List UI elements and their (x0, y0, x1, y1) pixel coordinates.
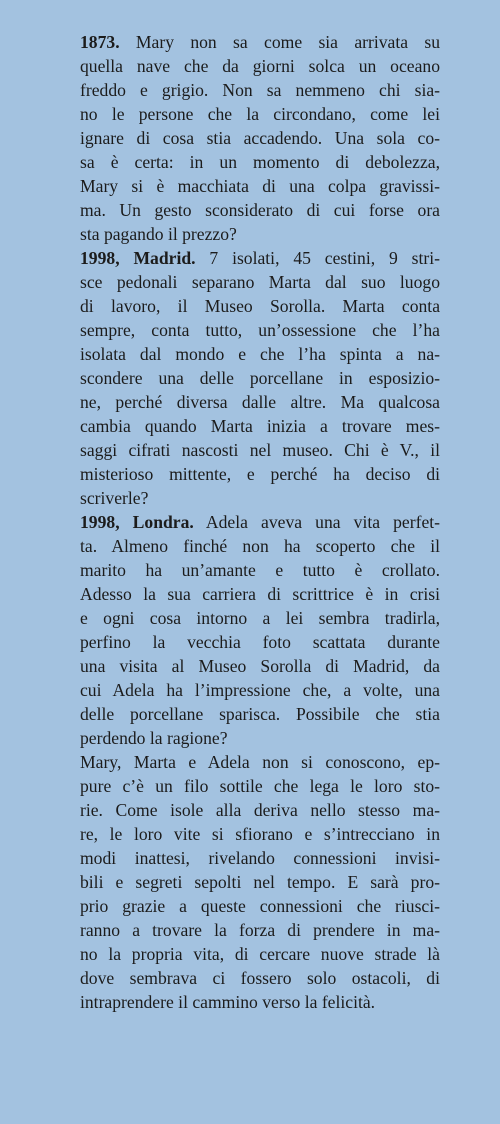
text-line: scondere una delle porcellane in esposizio- (80, 368, 440, 388)
text-line: sta pagando il prezzo? (80, 224, 237, 244)
text-line: saggi cifrati nascosti nel museo. Chi è V., il (80, 440, 440, 460)
text-line: ranno a trovare la forza di prendere in ma- (80, 920, 440, 940)
text-line: misterioso mittente, e perché ha deciso di (80, 464, 440, 484)
paragraph-lead: 1998, Londra. (80, 512, 194, 532)
paragraph-conclusion (80, 750, 440, 1014)
text-line: marito ha un’amante e tutto è crollato. (80, 560, 440, 580)
paragraph-1998-londra (80, 510, 440, 750)
text-line: freddo e grigio. Non sa nemmeno chi sia- (80, 80, 440, 100)
text-line: no la propria vita, di cercare nuove strade là (80, 944, 440, 964)
text-line: 1873. Mary non sa come sia arrivata su (80, 32, 440, 52)
text-line: Mary si è macchiata di una colpa gravissi- (80, 176, 440, 196)
text-line: delle porcellane sparisca. Possibile che stia (80, 704, 440, 724)
text-line: perfino la vecchia foto scattata durante (80, 632, 440, 652)
paragraph-lead: 1998, Madrid. (80, 248, 196, 268)
text-line: 1998, Madrid. 7 isolati, 45 cestini, 9 stri- (80, 248, 440, 268)
text-line: prio grazie a queste connessioni che riusci- (80, 896, 440, 916)
text-line: di lavoro, il Museo Sorolla. Marta conta (80, 296, 440, 316)
text-line: modi inattesi, rivelando connessioni invisi- (80, 848, 440, 868)
text-line: sempre, conta tutto, un’ossessione che l’ha (80, 320, 440, 340)
text-line: sce pedonali separano Marta dal suo luogo (80, 272, 440, 292)
paragraph-lead: 1873. (80, 32, 120, 52)
text-line: pure c’è un filo sottile che lega le loro sto- (80, 776, 440, 796)
text-line: e ogni cosa intorno a lei sembra tradirla, (80, 608, 440, 628)
text-line: ignare di cosa stia accadendo. Una sola co- (80, 128, 440, 148)
text-line: perdendo la ragione? (80, 728, 228, 748)
text-line: quella nave che da giorni solca un oceano (80, 56, 440, 76)
text-line: una visita al Museo Sorolla di Madrid, da (80, 656, 440, 676)
text-line: Adesso la sua carriera di scrittrice è in crisi (80, 584, 440, 604)
text-line: isolata dal mondo e che l’ha spinta a na- (80, 344, 440, 364)
text-line: re, le loro vite si sfiorano e s’intrecciano in (80, 824, 440, 844)
paragraph-1998-madrid (80, 246, 440, 510)
paragraph-1873 (80, 30, 440, 246)
text-line: 1998, Londra. Adela aveva una vita perfet- (80, 512, 441, 532)
text-line: dove sembrava ci fossero solo ostacoli, di (80, 968, 440, 988)
text-line: cui Adela ha l’impressione che, a volte, una (80, 680, 440, 700)
text-line: no le persone che la circondano, come lei (80, 104, 440, 124)
text-line: ma. Un gesto sconsiderato di cui forse ora (80, 200, 440, 220)
text-line: rie. Come isole alla deriva nello stesso ma- (80, 800, 440, 820)
text-line: intraprendere il cammino verso la felicità. (80, 992, 376, 1012)
text-line: Mary, Marta e Adela non si conoscono, ep- (80, 752, 440, 772)
text-line: scriverle? (80, 488, 149, 508)
text-line: ne, perché diversa dalle altre. Ma qualcosa (80, 392, 440, 412)
text-line: sa è certa: in un momento di debolezza, (80, 152, 440, 172)
text-line: bili e segreti sepolti nel tempo. E sarà pro- (80, 872, 440, 892)
text-line: ta. Almeno finché non ha scoperto che il (80, 536, 440, 556)
text-line: cambia quando Marta inizia a trovare mes- (80, 416, 440, 436)
back-cover-text (80, 30, 440, 1014)
